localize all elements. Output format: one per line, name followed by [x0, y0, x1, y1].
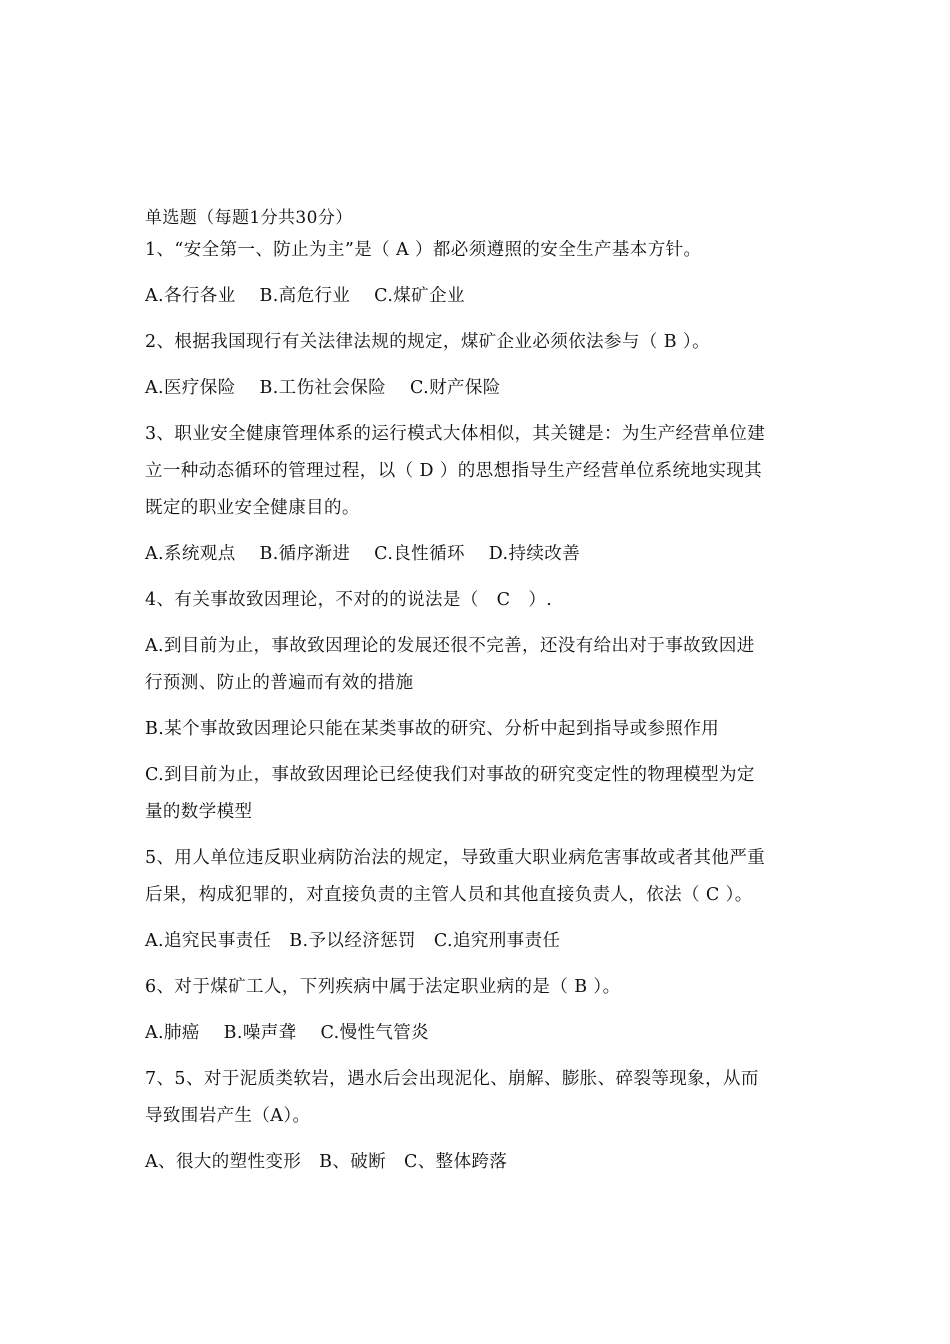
question-paragraph — [145, 977, 810, 997]
question-paragraph — [145, 332, 810, 352]
text-line: A.医疗保险 B.工伤社会保险 C.财产保险 — [145, 378, 501, 398]
text-line: A.肺癌 B.噪声聋 C.慢性气管炎 — [145, 1023, 430, 1043]
question-list — [145, 240, 810, 1172]
text-line: 5、用人单位违反职业病防治法的规定，导致重大职业病危害事故或者其他严重 — [145, 848, 766, 868]
text-line: A.追究民事责任 B.予以经济惩罚 C.追究刑事责任 — [145, 931, 561, 951]
text-line: A.各行各业 B.高危行业 C.煤矿企业 — [145, 286, 465, 306]
text-line: 行预测、防止的普遍而有效的措施 — [145, 673, 414, 693]
question-paragraph — [145, 424, 810, 518]
question-paragraph — [145, 719, 810, 739]
text-line: A.系统观点 B.循序渐进 C.良性循环 D.持续改善 — [145, 544, 581, 564]
text-line: 6、对于煤矿工人，下列疾病中属于法定职业病的是（ B ）。 — [145, 977, 621, 997]
text-line: A.到目前为止，事故致因理论的发展还很不完善，还没有给出对于事故致因进 — [145, 636, 755, 656]
section-heading: 单选题（每题1分共30分） — [145, 208, 353, 228]
question-paragraph — [145, 765, 810, 822]
text-line: 1、“安全第一、防止为主”是（ A ）都必须遵照的安全生产基本方针。 — [145, 240, 702, 260]
question-paragraph — [145, 544, 810, 564]
text-line: C.到目前为止，事故致因理论已经使我们对事故的研究变定性的物理模型为定 — [145, 765, 755, 785]
question-paragraph — [145, 240, 810, 260]
question-paragraph — [145, 590, 810, 610]
question-paragraph — [145, 1152, 810, 1172]
text-line: 量的数学模型 — [145, 802, 253, 822]
question-paragraph — [145, 636, 810, 693]
question-paragraph — [145, 848, 810, 905]
text-line: 2、根据我国现行有关法律法规的规定，煤矿企业必须依法参与（ B ）。 — [145, 332, 710, 352]
text-line: 4、有关事故致因理论，不对的的说法是（ C ）. — [145, 590, 553, 610]
text-line: B.某个事故致因理论只能在某类事故的研究、分析中起到指导或参照作用 — [145, 719, 720, 739]
text-line: 导致围岩产生（A）。 — [145, 1106, 311, 1126]
text-line: A、很大的塑性变形 B、破断 C、整体跨落 — [145, 1152, 508, 1172]
question-paragraph — [145, 1023, 810, 1043]
text-line: 立一种动态循环的管理过程，以（ D ）的思想指导生产经营单位系统地实现其 — [145, 461, 763, 481]
question-paragraph — [145, 931, 810, 951]
text-line: 后果，构成犯罪的，对直接负责的主管人员和其他直接负责人，依法（ C ）。 — [145, 885, 753, 905]
text-line: 3、职业安全健康管理体系的运行模式大体相似，其关键是：为生产经营单位建 — [145, 424, 766, 444]
question-paragraph — [145, 1069, 810, 1126]
question-paragraph — [145, 286, 810, 306]
document-body — [145, 208, 810, 1198]
text-line: 7、5、对于泥质类软岩，遇水后会出现泥化、崩解、膨胀、碎裂等现象，从而 — [145, 1069, 759, 1089]
question-paragraph — [145, 378, 810, 398]
text-line: 既定的职业安全健康目的。 — [145, 498, 360, 518]
